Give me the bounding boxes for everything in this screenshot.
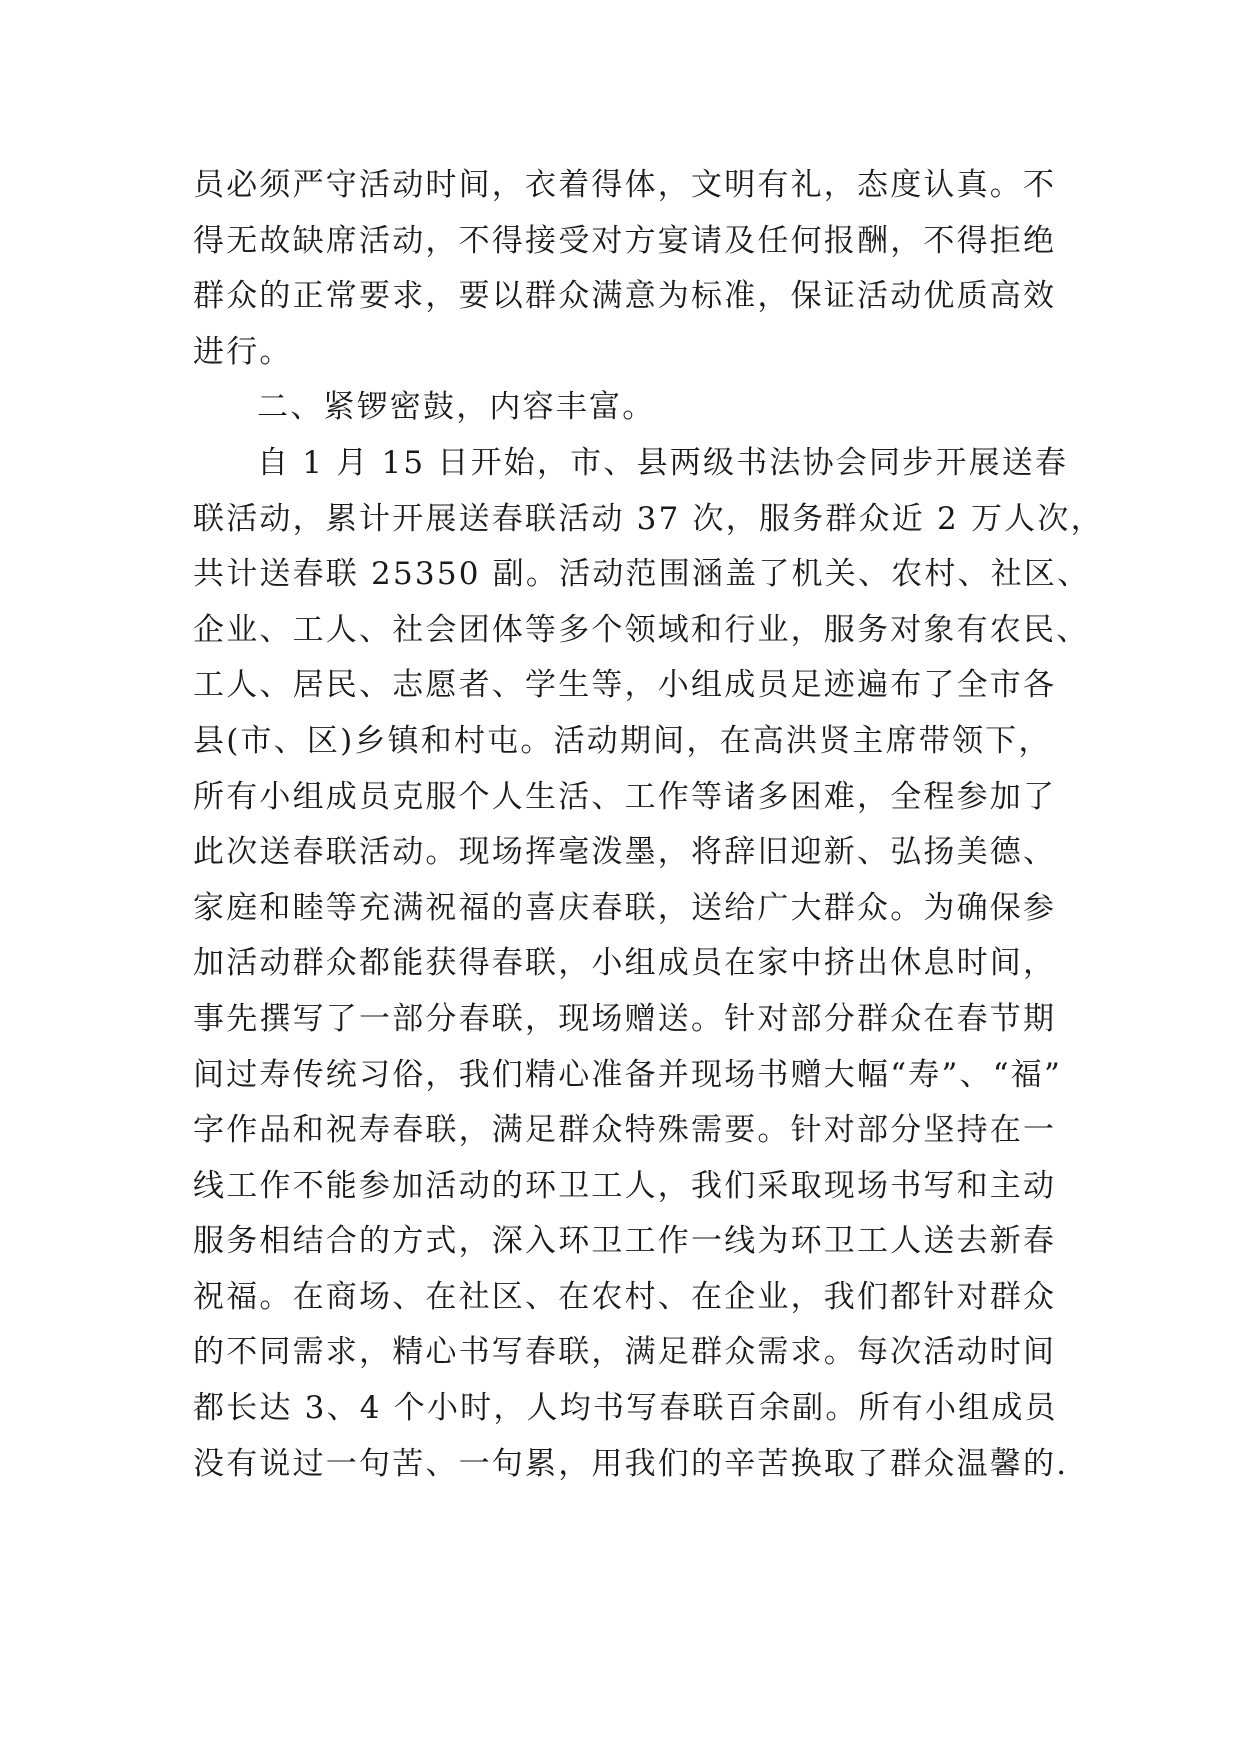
text-line: 间过寿传统习俗，我们精心准备并现场书赠大幅“寿”、“福” (193, 1056, 1062, 1093)
text-line: 祝福。在商场、在社区、在农村、在企业，我们都针对群众 (193, 1278, 1057, 1315)
text-line: 此次送春联活动。现场挥毫泼墨，将辞旧迎新、弘扬美德、 (193, 834, 1057, 871)
text-line: 联活动，累计开展送春联活动 37 次，服务群众近 2 万人次， (193, 500, 1104, 537)
section-heading: 二、紧锣密鼓，内容丰富。 (257, 389, 656, 426)
text-line: 所有小组成员克服个人生活、工作等诸多困难，全程参加了 (193, 778, 1057, 815)
text-line: 线工作不能参加活动的环卫工人，我们采取现场书写和主动 (193, 1167, 1057, 1204)
text-line: 的不同需求，精心书写春联，满足群众需求。每次活动时间 (193, 1334, 1057, 1371)
body-text (193, 158, 1104, 1492)
text-line: 家庭和睦等充满祝福的喜庆春联，送给广大群众。为确保参 (193, 889, 1057, 926)
text-line: 工人、居民、志愿者、学生等，小组成员足迹遍布了全市各 (193, 667, 1057, 704)
text-line: 员必须严守活动时间，衣着得体，文明有礼，态度认真。不 (193, 167, 1057, 203)
text-line: 群众的正常要求，要以群众满意为标准，保证活动优质高效 (193, 278, 1057, 315)
text-line: 共计送春联 25350 副。活动范围涵盖了机关、农村、社区、 (193, 556, 1091, 593)
text-line: 事先撰写了一部分春联，现场赠送。针对部分群众在春节期 (193, 1000, 1057, 1037)
text-line: 字作品和祝寿春联，满足群众特殊需要。针对部分坚持在一 (193, 1112, 1057, 1149)
text-line: 进行。 (193, 333, 293, 370)
text-line: 没有说过一句苦、一句累，用我们的辛苦换取了群众温馨的. (193, 1445, 1069, 1482)
text-line: 都长达 3、4 个小时，人均书写春联百余副。所有小组成员 (193, 1390, 1058, 1427)
text-line: 服务相结合的方式，深入环卫工作一线为环卫工人送去新春 (193, 1223, 1057, 1260)
text-line: 加活动群众都能获得春联，小组成员在家中挤出休息时间， (193, 945, 1057, 982)
text-line: 县(市、区)乡镇和村屯。活动期间，在高洪贤主席带领下， (193, 722, 1052, 759)
text-line: 自 1 月 15 日开始，市、县两级书法协会同步开展送春 (257, 444, 1069, 481)
text-line: 企业、工人、社会团体等多个领域和行业，服务对象有农民、 (193, 611, 1090, 648)
text-line: 得无故缺席活动，不得接受对方宴请及任何报酬，不得拒绝 (193, 222, 1057, 259)
